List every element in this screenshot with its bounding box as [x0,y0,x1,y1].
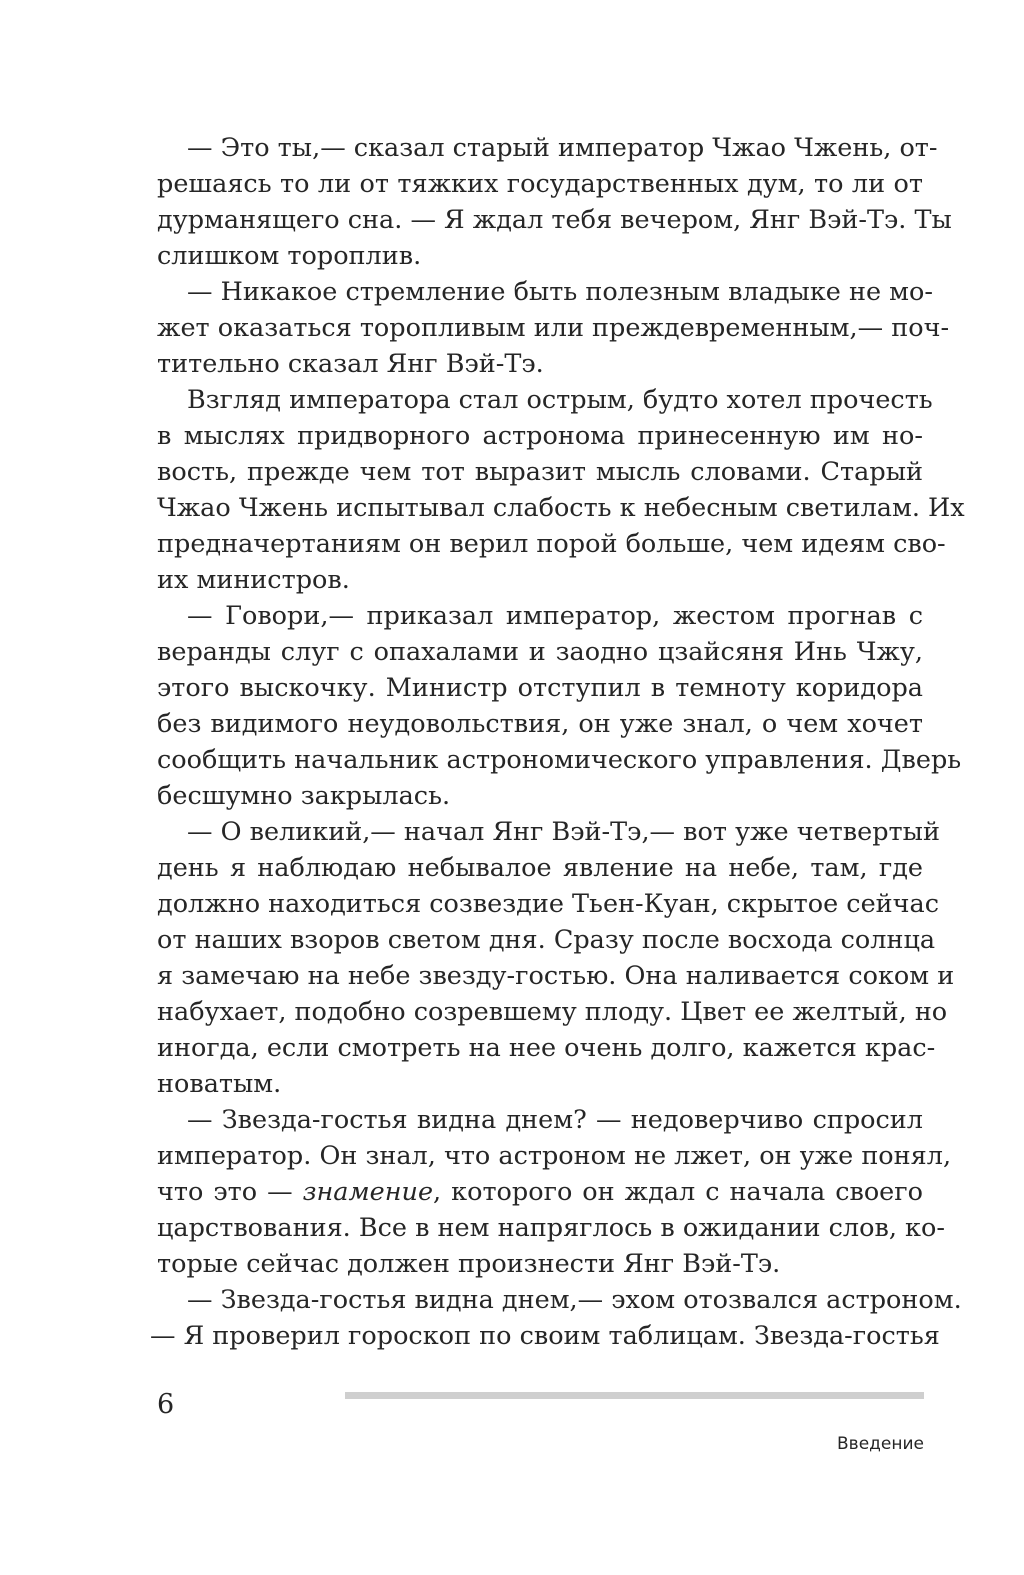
text-line-content: сообщить начальник астрономического управления. Дверь [157,745,962,775]
text-line [157,922,936,958]
text-line-content: царствования. Все в нем напряглось в ожидании слов, ко- [157,1213,945,1243]
text-line-content: что это — [157,1177,303,1207]
text-line [157,274,933,310]
text-line [157,418,923,454]
text-line-content: их министров. [157,565,350,595]
text-line-content: от наших взоров светом дня. Сразу после восхода солнца [157,925,936,955]
text-line-content: бесшумно закрылась. [157,781,451,811]
text-line [157,1246,923,1282]
text-line-content: жет оказаться торопливым или преждевременным,— поч- [157,313,950,343]
text-line-content: веранды слуг с опахалами и заодно цзайсяня Инь Чжу, [157,637,923,667]
body-text [150,130,965,1354]
text-line [157,526,946,562]
text-line [157,490,965,526]
text-line-content: Взгляд императора стал острым, будто хотел прочесть [187,385,933,415]
text-line [150,1318,940,1354]
text-line [157,562,923,598]
text-line [157,346,923,382]
text-line-content: слишком тороплив. [157,241,422,271]
text-line-content: предначертаниям он верил порой больше, чем идеям сво- [157,529,946,559]
text-line [157,850,923,886]
text-line [157,778,923,814]
text-line-content: — Никакое стремление быть полезным владыке не мо- [187,277,933,307]
text-line-content: в мыслях придворного астронома принесенную им но- [157,421,923,451]
text-line-continuation: , которого он ждал с начала своего [433,1177,923,1207]
text-line [157,958,955,994]
text-line-content: должно находиться созвездие Тьен-Куан, скрытое сейчас [157,889,939,919]
text-line-content: без видимого неудовольствия, он уже знал, о чем хочет [157,709,923,739]
text-line-content: — Я проверил гороскоп по своим таблицам. Звезда-гостья [150,1321,940,1351]
text-line [157,454,923,490]
text-line-content: вость, прежде чем тот выразит мысль словами. Старый [157,457,923,487]
text-line-content: день я наблюдаю небывалое явление на небе, там, где [157,853,923,883]
text-line-content: — О великий,— начал Янг Вэй-Тэ,— вот уже четвертый [187,817,940,847]
text-line-content: император. Он знал, что астроном не лжет, он уже понял, [157,1141,952,1171]
text-line-content: я замечаю на небе звезду-гостью. Она наливается соком и [157,961,955,991]
text-line-content: дурманящего сна. — Я ждал тебя вечером, Янг Вэй-Тэ. Ты [157,205,952,235]
text-line-content: иногда, если смотреть на нее очень долго, кажется крас- [157,1033,936,1063]
emphasized-word: знамение [302,1177,434,1207]
text-line [157,706,923,742]
text-line-content: торые сейчас должен произнести Янг Вэй-Тэ. [157,1249,781,1279]
text-line [157,1138,952,1174]
text-line [157,1102,923,1138]
text-line [157,238,923,274]
page-number: 6 [157,1389,175,1420]
text-line-content: решаясь то ли от тяжких государственных дум, то ли от [157,169,923,199]
text-line-content: — Говори,— приказал император, жестом прогнав с [187,601,923,631]
text-line-content: Чжао Чжень испытывал слабость к небесным светилам. Их [157,493,965,523]
text-line [157,202,952,238]
text-line [157,598,923,634]
text-line-content: — Это ты,— сказал старый император Чжао Чжень, от- [187,133,938,163]
text-line-content: новатым. [157,1069,282,1099]
text-line [157,670,923,706]
text-line [157,1030,936,1066]
section-title: Введение [837,1434,924,1454]
text-line [157,382,933,418]
text-line-content: набухает, подобно созревшему плоду. Цвет ее желтый, но [157,997,948,1027]
text-line [157,1210,945,1246]
footer-divider [345,1392,924,1399]
text-line [157,886,939,922]
text-line-content: — Звезда-гостья видна днем? — недоверчиво спросил [187,1105,923,1135]
text-line [157,1282,962,1318]
text-line [157,166,923,202]
text-line [157,814,940,850]
text-line-content: — Звезда-гостья видна днем,— эхом отозвался астроном. [187,1285,962,1315]
text-line [157,310,950,346]
text-line [157,994,948,1030]
text-line [157,634,923,670]
text-line [157,1066,923,1102]
text-line [157,130,938,166]
text-line [157,1174,923,1210]
text-line [157,742,962,778]
text-line-content: этого выскочку. Министр отступил в темноту коридора [157,673,923,703]
text-line-content: тительно сказал Янг Вэй-Тэ. [157,349,544,379]
